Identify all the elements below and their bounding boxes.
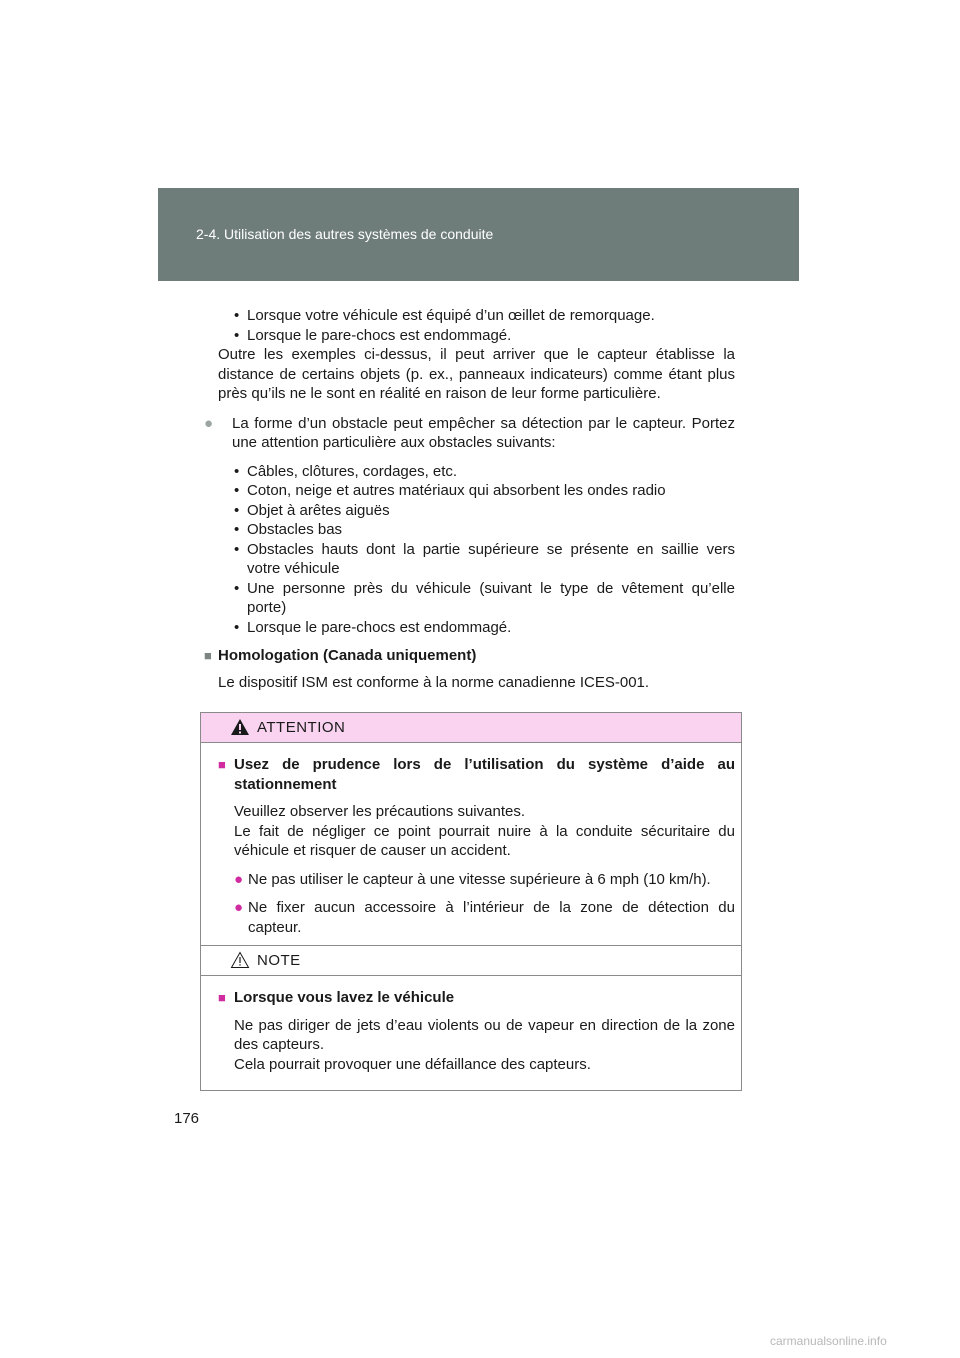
list-item: • Obstacles hauts dont la partie supérieure se présente en saillie vers votre véhicule bbox=[227, 540, 735, 579]
circle-bullet-icon: ● bbox=[234, 899, 244, 916]
attention-header bbox=[201, 713, 741, 743]
list-item: • Objet à arêtes aiguës bbox=[227, 501, 735, 521]
circle-bullet-icon: ● bbox=[204, 414, 214, 432]
list-item: • Une personne près du véhicule (suivant le type de vêtement qu’elle porte) bbox=[227, 579, 735, 618]
attention-paragraph bbox=[220, 802, 735, 861]
square-bullet-icon: ■ bbox=[204, 648, 212, 663]
attention-box bbox=[200, 712, 742, 950]
section-title: 2-4. Utilisation des autres systèmes de conduite bbox=[196, 226, 494, 242]
attention-title: ATTENTION bbox=[257, 719, 346, 736]
square-bullet-icon: ■ bbox=[218, 757, 226, 772]
attention-body bbox=[201, 743, 741, 949]
note-heading-text: Lorsque vous lavez le véhicule bbox=[234, 989, 455, 1006]
attention-item bbox=[220, 898, 735, 937]
note-para-line2: Cela pourrait provoquer une défaillance des capteurs. bbox=[234, 1055, 591, 1073]
attention-item-text: Ne fixer aucun accessoire à l’intérieur de la zone de détection du capteur. bbox=[248, 899, 735, 936]
note-heading bbox=[220, 988, 735, 1008]
list-item: • Obstacles bas bbox=[227, 520, 735, 540]
section-header bbox=[158, 188, 799, 281]
note-box bbox=[200, 945, 742, 1091]
circle-bullet-icon: ● bbox=[234, 870, 244, 888]
square-bullet-icon: ■ bbox=[218, 990, 226, 1005]
attention-heading bbox=[220, 755, 735, 794]
list-item: • Coton, neige et autres matériaux qui absorbent les ondes radio bbox=[227, 481, 735, 501]
obstacle-list bbox=[227, 462, 735, 638]
list-item: • Lorsque le pare-chocs est endommagé. bbox=[227, 326, 735, 346]
homologation-text: Le dispositif ISM est conforme à la norme canadienne ICES-001. bbox=[218, 673, 650, 691]
page-number: 176 bbox=[174, 1110, 200, 1127]
attention-heading-text: Usez de prudence lors de l’utilisation du système d’aide au stationnement bbox=[234, 756, 735, 793]
caution-outline-icon bbox=[230, 951, 250, 969]
warning-icon bbox=[230, 718, 250, 736]
note-paragraph bbox=[220, 1016, 735, 1075]
note-body bbox=[201, 976, 741, 1090]
paragraph: Outre les exemples ci-dessus, il peut arriver que le capteur établisse la distance de certains objets (p. ex., panneaux indicateurs) comme étant plus près qu’ils ne le sont en réalité en raison de leur forme particulière. bbox=[218, 346, 735, 402]
attention-para-line2: Le fait de négliger ce point pourrait nuire à la conduite sécuritaire du véhicule et risquer de causer un accident. bbox=[234, 822, 735, 859]
note-title: NOTE bbox=[257, 952, 301, 969]
watermark: carmanualsonline.info bbox=[770, 1334, 887, 1348]
list-item: • Câbles, clôtures, cordages, etc. bbox=[227, 462, 735, 482]
main-content bbox=[204, 306, 735, 692]
attention-item-text: Ne pas utiliser le capteur à une vitesse supérieure à 6 mph (10 km/h). bbox=[248, 870, 711, 888]
heading-text: Homologation (Canada uniquement) bbox=[218, 647, 477, 664]
circle-bullet-item bbox=[204, 414, 735, 453]
note-header bbox=[201, 946, 741, 976]
circle-item-text: La forme d’un obstacle peut empêcher sa détection par le capteur. Portez une attention particulière aux obstacles suivants: bbox=[232, 414, 735, 451]
list-item: • Lorsque votre véhicule est équipé d’un œillet de remorquage. bbox=[227, 306, 735, 326]
note-para-line1: Ne pas diriger de jets d’eau violents ou de vapeur en direction de la zone des capteurs. bbox=[234, 1016, 735, 1053]
attention-para-line1: Veuillez observer les précautions suivantes. bbox=[234, 803, 525, 820]
attention-item bbox=[220, 870, 735, 890]
list-item: • Lorsque le pare-chocs est endommagé. bbox=[227, 618, 735, 638]
top-bullet-list bbox=[227, 306, 735, 345]
homologation-heading bbox=[204, 646, 735, 666]
